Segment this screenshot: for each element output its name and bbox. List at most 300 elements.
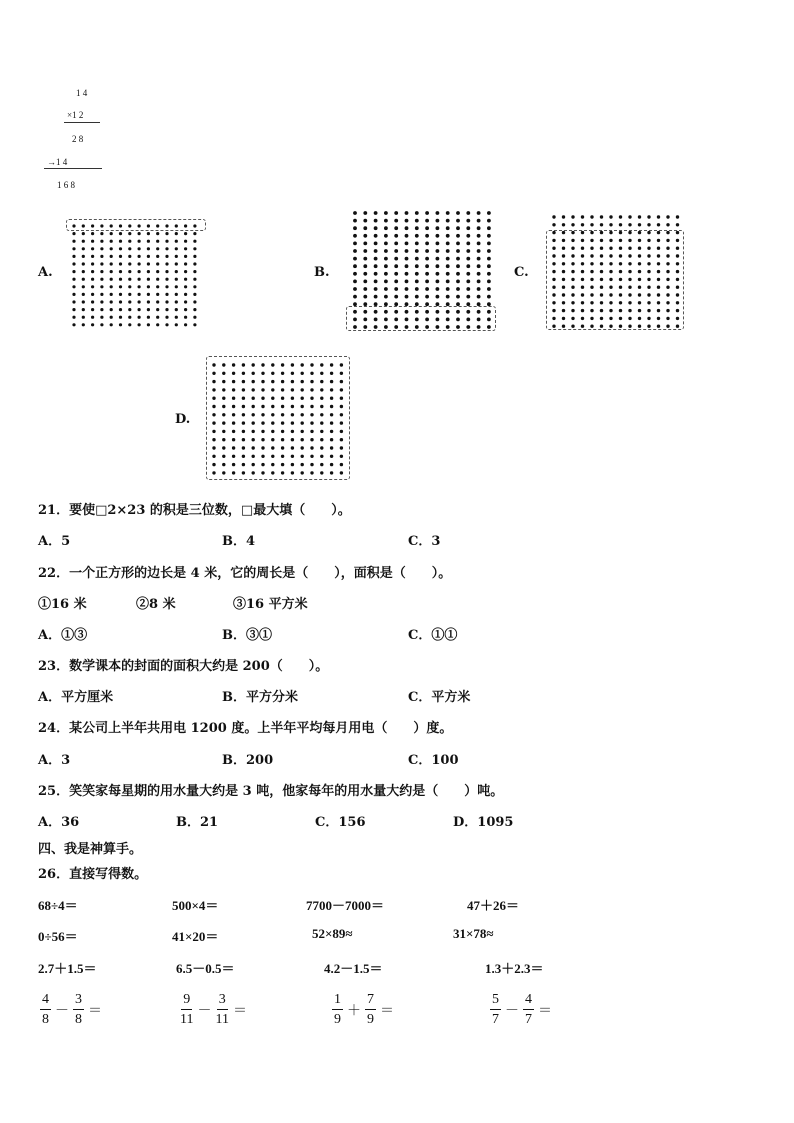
grid-dot (477, 211, 481, 215)
grid-dot (425, 211, 429, 215)
denominator: 7 (525, 1012, 532, 1027)
grid-dot (184, 270, 187, 273)
grid-dot (394, 295, 398, 299)
grid-dot (72, 308, 75, 311)
grid-dot (456, 234, 460, 238)
grid-dot (110, 285, 113, 288)
grid-dot (405, 272, 409, 276)
grid-dot (487, 287, 491, 291)
grid-dot (466, 211, 470, 215)
grid-dot (100, 308, 103, 311)
q21-option-a[interactable]: A．5 (38, 534, 71, 549)
grid-dot (193, 300, 196, 303)
grid-dot (487, 272, 491, 276)
grid-dot (384, 242, 388, 246)
question-23: 23．数学课本的封面的面积大约是 200（ ）。 (38, 659, 329, 674)
grid-dot (477, 226, 481, 230)
q24-option-a[interactable]: A．3 (38, 753, 71, 768)
grid-dot (184, 323, 187, 326)
grid-dot (72, 293, 75, 296)
dashed-highlight-b (346, 306, 496, 331)
grid-dot (91, 255, 94, 258)
grid-dot (562, 215, 565, 218)
grid-dot (100, 316, 103, 319)
grid-dot (138, 300, 141, 303)
grid-dot (147, 278, 150, 281)
q24-option-b[interactable]: B．200 (222, 753, 274, 768)
grid-dot (165, 300, 168, 303)
grid-dot (456, 295, 460, 299)
grid-dot (425, 257, 429, 261)
grid-dot (128, 255, 131, 258)
grid-dot (353, 226, 357, 230)
grid-dot (91, 285, 94, 288)
q22-option-a[interactable]: A．①③ (38, 628, 88, 643)
grid-dot (100, 232, 103, 235)
grid-dot (147, 247, 150, 250)
grid-dot (156, 247, 159, 250)
numerator: 7 (365, 993, 376, 1010)
grid-dot (405, 280, 409, 284)
grid-dot (456, 242, 460, 246)
grid-dot (110, 247, 113, 250)
grid-dot (384, 211, 388, 215)
grid-dot (657, 215, 660, 218)
grid-dot (353, 272, 357, 276)
grid-dot (477, 287, 481, 291)
grid-dot (184, 316, 187, 319)
grid-dot (394, 242, 398, 246)
q25-option-c[interactable]: C．156 (315, 815, 366, 830)
grid-dot (456, 211, 460, 215)
grid-dot (466, 219, 470, 223)
grid-dot (184, 262, 187, 265)
grid-dot (384, 264, 388, 268)
grid-dot (138, 232, 141, 235)
grid-dot (456, 249, 460, 253)
q25-option-b[interactable]: B．21 (176, 815, 219, 830)
denominator: 8 (75, 1012, 82, 1027)
grid-dot (165, 262, 168, 265)
figure-option-d-label: D. (175, 412, 191, 427)
grid-dot (628, 223, 631, 226)
grid-dot (571, 215, 574, 218)
grid-dot (466, 242, 470, 246)
grid-dot (415, 219, 419, 223)
mult-row-1: 1 4 (76, 88, 88, 98)
grid-dot (156, 316, 159, 319)
fraction-expression (38, 993, 104, 1027)
grid-dot (119, 300, 122, 303)
mult-row-2: ×1 2 (67, 110, 84, 120)
grid-dot (175, 300, 178, 303)
grid-dot (72, 285, 75, 288)
grid-dot (415, 272, 419, 276)
grid-dot (82, 323, 85, 326)
grid-dot (363, 211, 367, 215)
grid-dot (405, 287, 409, 291)
grid-dot (384, 234, 388, 238)
grid-dot (384, 226, 388, 230)
grid-dot (394, 211, 398, 215)
q24-option-c[interactable]: C．100 (408, 753, 459, 768)
grid-dot (100, 300, 103, 303)
mult-underline-1 (64, 122, 100, 123)
grid-dot (676, 223, 679, 226)
denominator: 9 (334, 1012, 341, 1027)
operator: － (55, 1004, 69, 1019)
grid-dot (415, 234, 419, 238)
grid-dot (446, 287, 450, 291)
grid-dot (138, 293, 141, 296)
grid-dot (91, 232, 94, 235)
calc-item: 4.2－1.5＝ (324, 961, 383, 976)
grid-dot (91, 308, 94, 311)
grid-dot (138, 240, 141, 243)
grid-dot (363, 257, 367, 261)
grid-dot (436, 226, 440, 230)
grid-dot (184, 255, 187, 258)
grid-dot (110, 300, 113, 303)
q23-option-a[interactable]: A．平方厘米 (38, 690, 114, 705)
grid-dot (156, 232, 159, 235)
q23-option-c[interactable]: C．平方米 (408, 690, 471, 705)
grid-dot (619, 223, 622, 226)
q22-option-c[interactable]: C．①① (408, 628, 458, 643)
grid-dot (374, 211, 378, 215)
grid-dot (156, 278, 159, 281)
grid-dot (100, 240, 103, 243)
grid-dot (374, 295, 378, 299)
grid-dot (91, 278, 94, 281)
figure-option-a-label: A. (38, 265, 53, 280)
grid-dot (193, 316, 196, 319)
grid-dot (184, 285, 187, 288)
q21-option-b[interactable]: B．4 (222, 534, 256, 549)
grid-dot (165, 255, 168, 258)
grid-dot (353, 249, 357, 253)
grid-dot (147, 323, 150, 326)
grid-dot (394, 287, 398, 291)
grid-dot (477, 249, 481, 253)
grid-dot (415, 226, 419, 230)
grid-dot (91, 316, 94, 319)
grid-dot (110, 278, 113, 281)
grid-dot (147, 255, 150, 258)
grid-dot (466, 272, 470, 276)
grid-dot (91, 293, 94, 296)
grid-dot (72, 240, 75, 243)
grid-dot (487, 234, 491, 238)
operator: － (505, 1004, 519, 1019)
grid-dot (466, 234, 470, 238)
q22-option-b[interactable]: B．③① (222, 628, 272, 643)
dashed-highlight-c (546, 230, 684, 330)
grid-dot (193, 232, 196, 235)
grid-dot (119, 278, 122, 281)
grid-dot (446, 242, 450, 246)
grid-dot (446, 272, 450, 276)
grid-dot (446, 257, 450, 261)
grid-dot (353, 295, 357, 299)
grid-dot (175, 247, 178, 250)
grid-dot (415, 295, 419, 299)
grid-dot (456, 257, 460, 261)
grid-dot (147, 316, 150, 319)
grid-dot (147, 293, 150, 296)
grid-dot (110, 262, 113, 265)
mult-underline-2 (44, 168, 102, 169)
grid-dot (119, 232, 122, 235)
grid-dot (374, 219, 378, 223)
grid-dot (425, 219, 429, 223)
grid-dot (175, 240, 178, 243)
grid-dot (193, 270, 196, 273)
grid-dot (110, 323, 113, 326)
grid-dot (119, 293, 122, 296)
grid-dot (128, 316, 131, 319)
grid-dot (436, 211, 440, 215)
question-26: 26．直接写得数。 (38, 867, 148, 882)
calc-item: 31×78≈ (453, 926, 494, 941)
grid-dot (82, 232, 85, 235)
grid-dot (415, 280, 419, 284)
grid-dot (571, 223, 574, 226)
q25-option-d[interactable]: D．1095 (453, 815, 514, 830)
fraction-expression (178, 993, 249, 1027)
grid-dot (466, 295, 470, 299)
grid-dot (647, 215, 650, 218)
grid-dot (446, 280, 450, 284)
numerator: 4 (523, 993, 534, 1010)
grid-dot (456, 287, 460, 291)
grid-dot (466, 257, 470, 261)
grid-dot (638, 223, 641, 226)
grid-dot (156, 240, 159, 243)
grid-dot (72, 255, 75, 258)
grid-dot (128, 240, 131, 243)
numerator: 1 (332, 993, 343, 1010)
question-25: 25．笑笑家每星期的用水量大约是 3 吨，他家每年的用水量大约是（ ）吨。 (38, 784, 504, 799)
grid-dot (156, 270, 159, 273)
grid-dot (72, 300, 75, 303)
grid-dot (456, 280, 460, 284)
grid-dot (436, 280, 440, 284)
grid-dot (657, 223, 660, 226)
grid-dot (405, 295, 409, 299)
numerator: 9 (181, 993, 192, 1010)
grid-dot (82, 270, 85, 273)
grid-dot (119, 285, 122, 288)
numerator: 5 (490, 993, 501, 1010)
grid-dot (147, 308, 150, 311)
grid-dot (184, 247, 187, 250)
grid-dot (363, 234, 367, 238)
grid-dot (165, 240, 168, 243)
grid-dot (119, 262, 122, 265)
grid-dot (353, 211, 357, 215)
grid-dot (193, 278, 196, 281)
grid-dot (363, 226, 367, 230)
grid-dot (156, 285, 159, 288)
grid-dot (128, 247, 131, 250)
grid-dot (415, 242, 419, 246)
grid-dot (363, 264, 367, 268)
grid-dot (405, 211, 409, 215)
dashed-highlight-a (66, 219, 206, 231)
grid-dot (156, 262, 159, 265)
grid-dot (138, 308, 141, 311)
grid-dot (394, 280, 398, 284)
grid-dot (436, 287, 440, 291)
grid-dot (466, 226, 470, 230)
grid-dot (138, 262, 141, 265)
grid-dot (193, 262, 196, 265)
grid-dot (184, 240, 187, 243)
grid-dot (562, 223, 565, 226)
grid-dot (456, 272, 460, 276)
grid-dot (353, 264, 357, 268)
mult-row-3: 2 8 (72, 134, 84, 144)
grid-dot (193, 323, 196, 326)
grid-dot (600, 223, 603, 226)
denominator: 9 (367, 1012, 374, 1027)
grid-dot (446, 264, 450, 268)
grid-dot (425, 264, 429, 268)
grid-dot (100, 262, 103, 265)
section-heading: 四、我是神算手。 (38, 842, 143, 857)
grid-dot (175, 262, 178, 265)
equals: ＝ (232, 1004, 247, 1019)
grid-dot (119, 255, 122, 258)
grid-dot (374, 257, 378, 261)
grid-dot (100, 293, 103, 296)
q22-choice-2: ②8 米 (136, 597, 176, 612)
q23-option-b[interactable]: B．平方分米 (222, 690, 298, 705)
grid-dot (436, 219, 440, 223)
grid-dot (487, 219, 491, 223)
grid-dot (477, 257, 481, 261)
grid-dot (110, 293, 113, 296)
grid-dot (394, 226, 398, 230)
grid-dot (156, 293, 159, 296)
grid-dot (128, 270, 131, 273)
grid-dot (405, 226, 409, 230)
grid-dot (193, 285, 196, 288)
grid-dot (128, 285, 131, 288)
grid-dot (128, 323, 131, 326)
grid-dot (193, 308, 196, 311)
grid-dot (384, 295, 388, 299)
grid-dot (487, 280, 491, 284)
grid-dot (363, 287, 367, 291)
grid-dot (147, 240, 150, 243)
grid-dot (384, 272, 388, 276)
grid-dot (436, 234, 440, 238)
grid-dot (100, 247, 103, 250)
grid-dot (590, 215, 593, 218)
grid-dot (184, 293, 187, 296)
grid-dot (184, 232, 187, 235)
grid-dot (175, 308, 178, 311)
calc-item: 2.7＋1.5＝ (38, 961, 97, 976)
calc-item: 47＋26＝ (467, 898, 520, 913)
grid-dot (91, 323, 94, 326)
fraction-expression (330, 993, 396, 1027)
grid-dot (91, 240, 94, 243)
mult-row-4: →1 4 (47, 157, 68, 167)
grid-dot (384, 257, 388, 261)
grid-dot (147, 262, 150, 265)
grid-dot (374, 234, 378, 238)
grid-dot (405, 242, 409, 246)
grid-dot (425, 249, 429, 253)
q21-option-c[interactable]: C．3 (408, 534, 441, 549)
operator: － (197, 1004, 212, 1019)
grid-dot (184, 278, 187, 281)
grid-dot (91, 300, 94, 303)
grid-dot (477, 219, 481, 223)
grid-dot (405, 249, 409, 253)
question-24: 24．某公司上半年共用电 1200 度。上半年平均每月用电（ ）度。 (38, 721, 453, 736)
grid-dot (477, 234, 481, 238)
grid-dot (425, 234, 429, 238)
grid-dot (477, 295, 481, 299)
grid-dot (184, 308, 187, 311)
grid-dot (138, 255, 141, 258)
denominator: 11 (215, 1012, 229, 1027)
grid-dot (609, 223, 612, 226)
grid-dot (487, 257, 491, 261)
grid-dot (666, 223, 669, 226)
denominator: 11 (180, 1012, 194, 1027)
grid-dot (425, 295, 429, 299)
q25-option-a[interactable]: A．36 (38, 815, 80, 830)
question-22: 22．一个正方形的边长是 4 米，它的周长是（ ），面积是（ ）。 (38, 566, 452, 581)
grid-dot (165, 247, 168, 250)
calc-item: 1.3＋2.3＝ (485, 961, 544, 976)
grid-dot (72, 232, 75, 235)
grid-dot (466, 249, 470, 253)
grid-dot (405, 257, 409, 261)
grid-dot (156, 255, 159, 258)
grid-dot (415, 287, 419, 291)
grid-dot (477, 272, 481, 276)
grid-dot (353, 234, 357, 238)
grid-dot (165, 323, 168, 326)
grid-dot (100, 270, 103, 273)
grid-dot (138, 278, 141, 281)
grid-dot (666, 215, 669, 218)
grid-dot (436, 242, 440, 246)
grid-dot (628, 215, 631, 218)
grid-dot (466, 280, 470, 284)
grid-dot (487, 242, 491, 246)
grid-dot (552, 215, 555, 218)
grid-dot (82, 308, 85, 311)
grid-dot (384, 280, 388, 284)
calc-item: 7700－7000＝ (306, 898, 385, 913)
grid-dot (175, 278, 178, 281)
calc-item: 52×89≈ (312, 926, 353, 941)
grid-dot (456, 219, 460, 223)
grid-dot (446, 226, 450, 230)
grid-dot (110, 240, 113, 243)
grid-dot (446, 219, 450, 223)
operator: ＋ (347, 1004, 361, 1019)
grid-dot (100, 255, 103, 258)
grid-dot (128, 300, 131, 303)
